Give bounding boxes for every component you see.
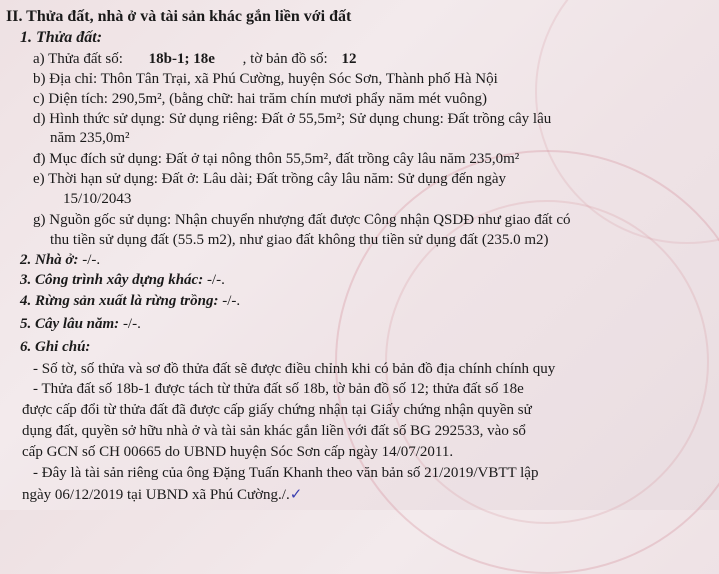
forest-row bbox=[20, 291, 240, 311]
note-2-line-4: cấp GCN số CH 00665 do UBND huyện Sóc Sơn cấp ngày 14/07/2011. bbox=[22, 444, 454, 460]
note-3-line-1: - Đây là tài sản riêng của ông Đặng Tuấn Khanh theo văn bản số 21/2019/VBTT lập bbox=[33, 465, 539, 481]
perennial-label: 5. Cây lâu năm: bbox=[20, 316, 120, 332]
land-number-label: a) Thửa đất số: bbox=[33, 51, 123, 67]
land-number-row bbox=[33, 49, 356, 69]
perennial-value: -/-. bbox=[119, 316, 141, 332]
forest-label: 4. Rừng sản xuất là rừng trồng: bbox=[20, 293, 219, 309]
construction-label: 3. Công trình xây dựng khác: bbox=[20, 272, 204, 288]
construction-value: -/-. bbox=[203, 272, 225, 288]
usage-form-cont: năm 235,0m² bbox=[50, 130, 130, 146]
note-2-line-2: được cấp đổi từ thửa đất đã được cấp giấy chứng nhận tại Giấy chứng nhận quyền sử bbox=[22, 402, 532, 418]
house-value: -/-. bbox=[78, 252, 101, 268]
section-title: II. Thửa đất, nhà ở và tài sản khác gắn liền với đất bbox=[6, 8, 352, 25]
house-row bbox=[20, 250, 100, 270]
note-3-text: ngày 06/12/2019 tại UBND xã Phú Cường./. bbox=[22, 487, 290, 503]
land-number-value: 18b-1; 18e bbox=[148, 51, 215, 67]
map-sheet-label: , tờ bản đồ số: bbox=[242, 51, 328, 67]
house-label: 2. Nhà ở: bbox=[20, 252, 79, 268]
note-2-line-3: dụng đất, quyền sở hữu nhà ở và tài sản khác gắn liền với đất số BG 292533, vào sổ bbox=[22, 423, 526, 439]
land-heading: 1. Thửa đất: bbox=[20, 29, 103, 46]
notes-heading: 6. Ghi chú: bbox=[20, 339, 91, 355]
note-2-line-1: - Thửa đất số 18b-1 được tách từ thửa đất số 18b, tờ bản đồ số 12; thửa đất số 18e bbox=[33, 381, 524, 397]
usage-term: e) Thời hạn sử dụng: Đất ở: Lâu dài; Đất trồng cây lâu năm: Sử dụng đến ngày bbox=[33, 171, 506, 187]
usage-origin: g) Nguồn gốc sử dụng: Nhận chuyển nhượng đất được Công nhận QSDĐ như giao đất có bbox=[33, 212, 571, 228]
forest-value: -/-. bbox=[218, 293, 241, 309]
usage-purpose: đ) Mục đích sử dụng: Đất ở tại nông thôn 55,5m², đất trồng cây lâu năm 235,0m² bbox=[33, 151, 520, 167]
check-mark-icon: ✓ bbox=[289, 485, 303, 503]
land-area: c) Diện tích: 290,5m², (bằng chữ: hai trăm chín mươi phẩy năm mét vuông) bbox=[33, 91, 487, 107]
usage-form: d) Hình thức sử dụng: Sử dụng riêng: Đất ở 55,5m²; Sử dụng chung: Đất trồng cây lâu bbox=[33, 111, 552, 127]
usage-origin-cont: thu tiền sử dụng đất (55.5 m2), như giao đất không thu tiền sử dụng đất (235.0 m2) bbox=[50, 232, 549, 248]
land-address: b) Địa chỉ: Thôn Tân Trại, xã Phú Cường, huyện Sóc Sơn, Thành phố Hà Nội bbox=[33, 71, 498, 87]
usage-term-cont: 15/10/2043 bbox=[63, 191, 132, 207]
construction-row bbox=[20, 270, 225, 290]
map-sheet-value: 12 bbox=[341, 51, 357, 67]
perennial-row bbox=[20, 314, 141, 334]
note-1: - Số tờ, số thửa và sơ đồ thửa đất sẽ được điều chỉnh khi có bản đồ địa chính chính quy bbox=[33, 361, 556, 377]
note-3-line-2 bbox=[22, 484, 302, 505]
